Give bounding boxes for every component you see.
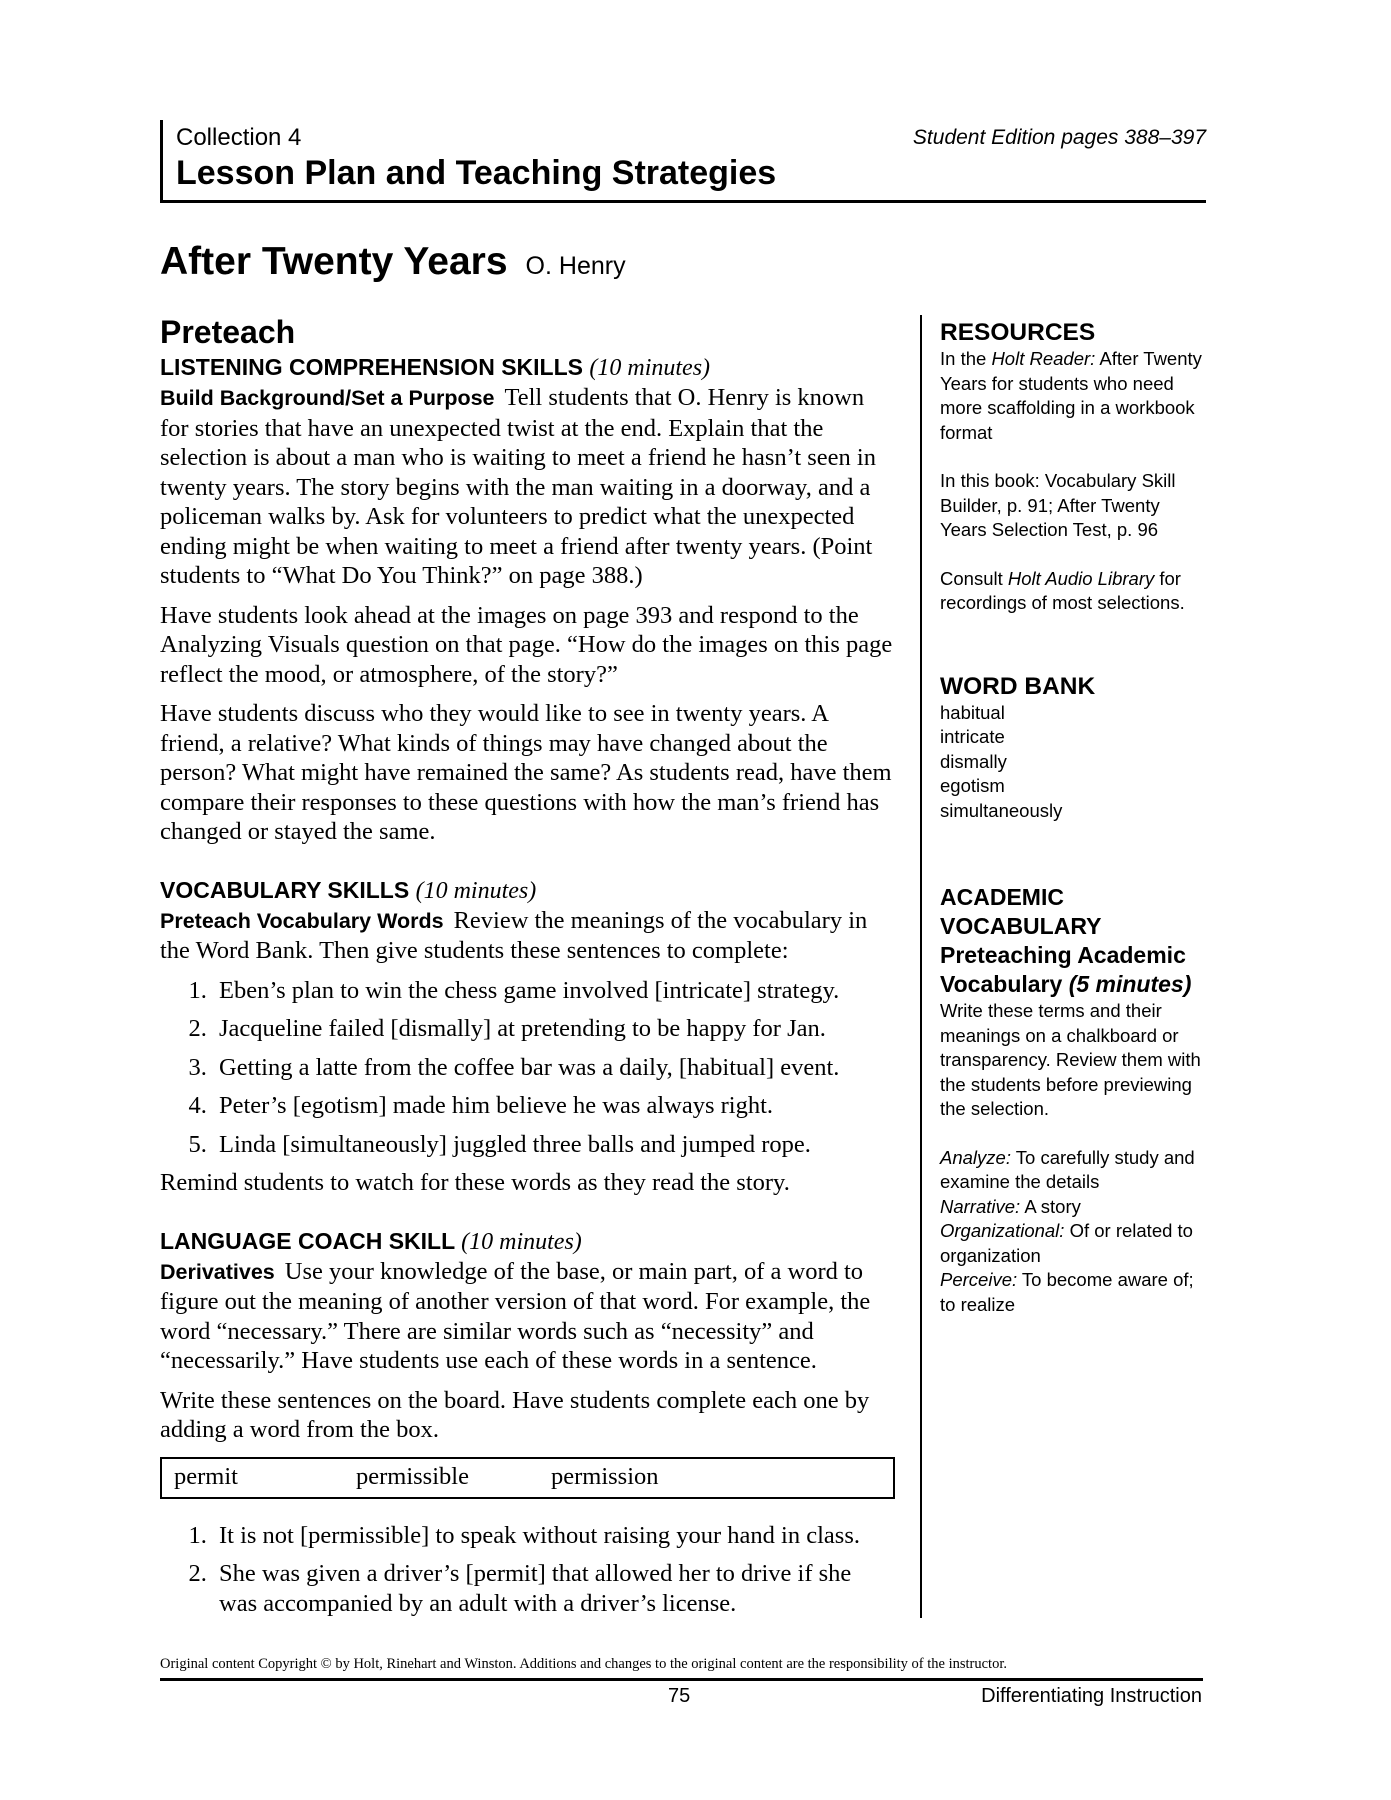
holt-reader-title: Holt Reader:	[991, 348, 1096, 369]
language-coach-minutes: (10 minutes)	[461, 1228, 582, 1255]
resources-heading: RESOURCES	[940, 319, 1096, 346]
language-coach-heading-text: LANGUAGE COACH SKILL	[160, 1227, 455, 1254]
listening-paragraph-2: Have students look ahead at the images on page 393 and respond to the Analyzing Visuals question on that page. “How do the images on this page reflect the mood, or atmosphere, of the story?”	[160, 601, 893, 688]
academic-heading-2: VOCABULARY	[940, 913, 1102, 939]
vocabulary-heading-text: VOCABULARY SKILLS	[160, 876, 410, 903]
audio-text: for recordings of most selections.	[940, 567, 1185, 613]
column-divider	[920, 315, 922, 1618]
page-number: 75	[668, 1685, 691, 1707]
language-coach-lead: Derivatives	[160, 1259, 275, 1284]
vocabulary-sentence: 4. Peter’s [egotism] made him believe he was always right.	[213, 1091, 895, 1121]
word-bank-word: habitual	[940, 701, 1005, 723]
language-coach-sentence: 2. She was given a driver’s [permit] that allowed her to drive if she was accompanied by an adult with a driver’s license.	[213, 1559, 895, 1618]
word-bank-word: egotism	[940, 775, 1005, 796]
listening-text-1: Tell students that O. Henry is known for stories that have an unexpected twist at the end. Explain that the selection is about a man who is waiting to meet a friend he hasn’t seen in twenty years. The story begins with the man waiting in a doorway, and a policeman walks by. Ask for volunteers to predict what the unexpected ending might be when waiting to meet a friend after twenty years. (Point students to “What Do You Think?” on page 388.)	[160, 384, 876, 589]
resources-audio	[940, 567, 1210, 616]
academic-subheading-text: Preteaching Academic Vocabulary	[940, 942, 1186, 997]
vocabulary-sentence: 3. Getting a latte from the coffee bar was a daily, [habitual] event.	[213, 1053, 895, 1083]
vocabulary-sentences	[160, 976, 895, 1160]
word-bank-word: simultaneously	[940, 799, 1063, 821]
academic-term	[940, 1146, 1210, 1195]
resources-this-book: In this book: Vocabulary Skill Builder, p. 91; After Twenty Years Selection Test, p. 96	[940, 470, 1176, 540]
vocabulary-sentence: 1. Eben’s plan to win the chess game involved [intricate] strategy.	[213, 976, 895, 1006]
vocabulary-closing: Remind students to watch for these words as they read the story.	[160, 1169, 790, 1196]
story-title: After Twenty Years	[160, 240, 508, 283]
student-edition-pages: Student Edition pages 388–397	[912, 126, 1206, 149]
language-coach-intro-text: Use your knowledge of the base, or main part, of a word to figure out the meaning of another version of that word. For example, the word “necessary.” There are similar words such as “necessity” and “necessarily.” Have students use each of these words in a sentence.	[160, 1257, 871, 1374]
term-name: Organizational:	[940, 1220, 1065, 1241]
term-definition: To carefully study and examine the details	[940, 1146, 1195, 1192]
vocabulary-minutes: (10 minutes)	[415, 877, 537, 904]
listening-minutes: (10 minutes)	[589, 355, 711, 381]
word-bank-heading: WORD BANK	[940, 672, 1096, 700]
page-header	[160, 120, 1206, 203]
story-author: O. Henry	[525, 252, 626, 280]
academic-term	[940, 1219, 1210, 1268]
collection-label: Collection 4	[176, 124, 302, 151]
term-definition: Of or related to organization	[940, 1220, 1193, 1266]
academic-term	[940, 1268, 1210, 1317]
audio-prefix: Consult	[940, 567, 1008, 589]
academic-term	[940, 1195, 1210, 1220]
academic-terms	[940, 1146, 1210, 1318]
holt-reader-text: After Twenty Years for students who need more scaffolding in a workbook format	[940, 348, 1202, 443]
word-bank-list	[940, 701, 1210, 824]
academic-subheading	[940, 941, 1210, 999]
footer-rule	[160, 1678, 1203, 1681]
language-coach-sentence: 1. It is not [permissible] to speak without raising your hand in class.	[213, 1521, 895, 1551]
resources-holt-reader	[940, 347, 1210, 445]
term-name: Narrative:	[940, 1195, 1021, 1217]
copyright-notice: Original content Copyright © by Holt, Rinehart and Winston. Additions and changes to the original content are the responsibility of the instructor.	[160, 1656, 1007, 1672]
academic-minutes: (5 minutes)	[1068, 971, 1192, 997]
listening-lead: Build Background/Set a Purpose	[160, 386, 495, 410]
language-coach-intro	[160, 1257, 895, 1376]
vocabulary-sentence: 2. Jacqueline failed [dismally] at pretending to be happy for Jan.	[213, 1014, 895, 1044]
language-coach-heading	[160, 1226, 895, 1257]
audio-library-title: Holt Audio Library	[1007, 567, 1155, 589]
resources-prefix: In the	[940, 348, 992, 369]
term-definition: A story	[1020, 1195, 1081, 1217]
word-box	[160, 1457, 895, 1499]
language-coach-sentences	[160, 1521, 895, 1619]
vocabulary-intro	[160, 906, 895, 966]
academic-heading-1: ACADEMIC	[940, 884, 1064, 910]
word-box-item: permit	[174, 1462, 238, 1490]
vocabulary-heading	[160, 875, 895, 906]
listening-heading-text: LISTENING COMPREHENSION SKILLS	[160, 354, 583, 380]
term-name: Perceive:	[940, 1269, 1018, 1290]
word-bank-word: dismally	[940, 750, 1007, 772]
section-title: Preteach	[160, 314, 296, 350]
listening-paragraph-3: Have students discuss who they would like to see in twenty years. A friend, a relative? What kinds of things may have changed about the person? What might have remained the same? As students read, have them compare their responses to these questions with how the man’s friend has changed or stayed the same.	[160, 700, 892, 845]
listening-paragraph-1	[160, 383, 895, 591]
sidebar	[940, 318, 1210, 1317]
main-column	[160, 312, 895, 1627]
word-box-item: permission	[551, 1462, 659, 1490]
academic-instructions: Write these terms and their meanings on a chalkboard or transparency. Review them with the students before previewing the selection.	[940, 1000, 1201, 1119]
story-title-line	[160, 240, 626, 284]
term-name: Analyze:	[940, 1146, 1011, 1168]
term-definition: To become aware of; to realize	[940, 1269, 1194, 1315]
vocabulary-sentence: 5. Linda [simultaneously] juggled three balls and jumped rope.	[213, 1130, 895, 1160]
vocabulary-lead: Preteach Vocabulary Words	[160, 908, 444, 933]
word-bank-word: intricate	[940, 726, 1005, 747]
listening-heading	[160, 352, 895, 383]
language-coach-instruction: Write these sentences on the board. Have students complete each one by adding a word from the box.	[160, 1386, 870, 1443]
page-title: Lesson Plan and Teaching Strategies	[176, 154, 777, 192]
vocabulary-intro-text: Review the meanings of the vocabulary in the Word Bank. Then give students these sentences to complete:	[160, 906, 868, 964]
book-title: Differentiating Instruction	[981, 1685, 1202, 1707]
word-box-item: permissible	[356, 1462, 469, 1490]
